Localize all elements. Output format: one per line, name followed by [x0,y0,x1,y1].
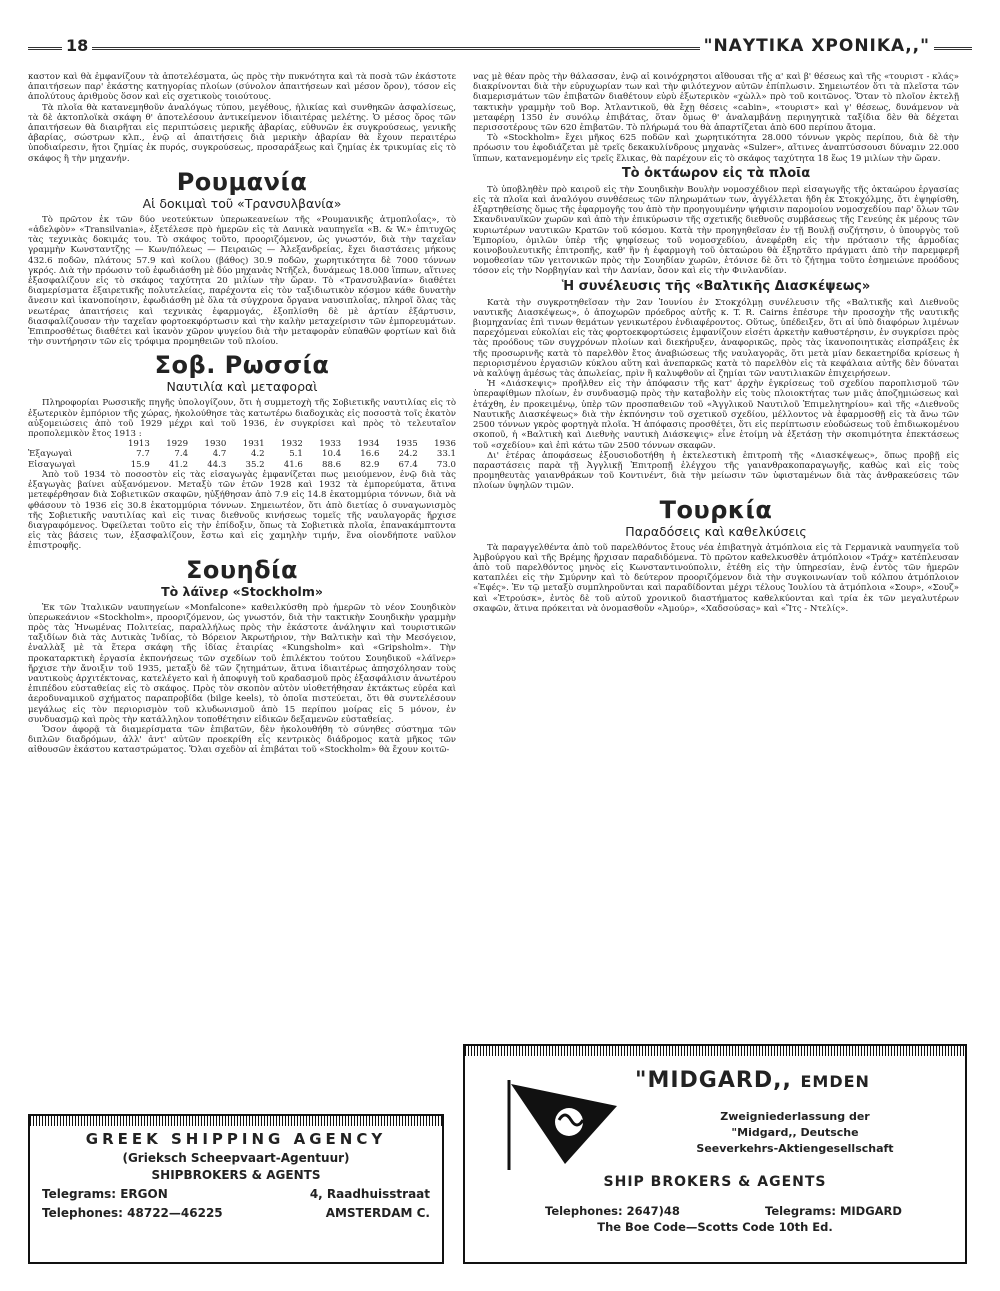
ad-agency-dutch-name: (Grieksch Scheepvaart-Agentuur) [122,1151,350,1165]
trade-table [28,439,456,470]
table-cell: 10.4 [322,449,342,460]
table-cell: 4.7 [212,449,227,460]
paragraph: Ὅσον ἀφορᾷ τὰ διαμερίσματα τῶν ἐπιβατῶν, δὲν ἠκολουθήθη τὸ σύνηθες σύστημα τῶν διπλῶν διαδρόμων, ἀλλ' ἀντ' αὐτῶν προεκρίθη εἷς κεντρικὸς διάδρομος κατὰ μῆκος τῶν αἰθουσῶν ἑκάστου καταστρώματος. Ὅλαι σχεδὸν αἱ ἐπιβάται τοῦ «Stockholm» θὰ ἔχουν κοιτῶ- [28,724,456,756]
ad-telegrams: Telegrams: ERGON [42,1187,168,1201]
ad-midgard-business: SHIP BROKERS & AGENTS [603,1174,827,1190]
table-cell: 33.1 [436,449,456,460]
table-cell: 16.6 [360,449,380,460]
ad-midgard-telegrams: Telegrams: MIDGARD [765,1204,902,1218]
right-column [473,72,959,1036]
table-cell: 44.3 [207,459,227,470]
table-row [28,460,456,470]
table-cell: 15.9 [130,459,150,470]
table-cell: 1913 [127,439,150,450]
section-title-eight-hour: Τὸ ὀκτάωρον εἰς τὰ πλοῖα [621,165,811,181]
section-subtitle-sweden [28,584,456,600]
ad-midgard-code: The Boe Code—Scotts Code 10th Ed. [597,1220,833,1234]
paragraph: Ἀπὸ τοῦ 1934 τὸ ποσοστὸν εἰς τὰς εἰσαγωγὰς ἐμφανίζεται πως μειούμενον, ἐνῷ διὰ τὰς ἐξαγωγὰς βαίνει αὐξανόμενον. Μεταξὺ τῶν ἐτῶν 1928 καὶ 1932 τὰ ἐμπορεύματα, ἅτινα μετεφέρθησαν διὰ Σοβιετικῶν σκαφῶν, ηὐξήθησαν ἀπὸ 7.9 εἰς 14.8 ἑκατομμύρια τόννων, διὰ νὰ φθάσουν τὸ 1936 εἰς 30.8 ἑκατομμύρια τόννων. Σημειωτέον, ὅτι ἀπὸ διετίας ὁ συναγωνισμὸς τῆς Σοβιετικῆς ναυτιλίας καὶ εἰς τινας διεθνοῦς κινήσεως τομεῖς τῆς ναυλαγορᾶς ἤρχισε διαγραφόμενος. Ὀφείλεται τοῦτο εἰς τὴν ἐπίδοξιν, ὅπως τὰ Σοβιετικὰ πλοῖα, ἐπανακάμπτοντα εἰς τὰς βάσεις των, ἐξασφαλίζουν, ἔστω καὶ εἰς χαμηλὴν τιμήν, ἕνα οἱονδήποτε ναῦλον ἐπιστροφῆς. [28,469,456,552]
ad-contact-row [30,1206,442,1220]
ad-border-pattern [30,1116,442,1126]
journal-title: "ΝΑΥΤΙΚΑ ΧΡΟΝΙΚΑ,," [700,36,934,56]
table-cell: 82.9 [360,459,380,470]
paragraph: Πληροφορίαι Ρωσσικῆς πηγῆς ὑπολογίζουν, ὅτι ἡ συμμετοχὴ τῆς Σοβιετικῆς ναυτιλίας εἰς τὸ ἐξωτερικὸν ἐμπόριον τῆς χώρας, ἠκολούθησε τὰς κατωτέρω διαδοχικὰς εἰς ποσοστὰ τοῖς ἑκατὸν αὐξομειώσεις ἀπὸ τοῦ 1929 μέχρι καὶ τοῦ 1936, ἐν συγκρίσει καὶ πρὸς τὸ τελευταῖον προπολεμικὸν ἔτος 1913 : [28,398,456,440]
table-cell: 41.2 [168,459,189,470]
section-title-sweden: Σουηδία [185,555,298,584]
ad-border-pattern [465,1046,965,1056]
page-number: 18 [62,36,92,55]
paragraph: Κατὰ τὴν συγκροτηθεῖσαν τὴν 2αν Ἰουνίου ἐν Στοκχόλμῃ συνέλευσιν τῆς «Βαλτικῆς καὶ Διεθνοῦς ναυτικῆς Διασκέψεως», ὁ ἀποχωρῶν πρόεδρος αὐτῆς κ. T. R. Cairns ἐπέσυρε τὴν προσοχὴν τῆς ναυτικῆς βιομηχανίας ἐπὶ τινων θεμάτων γενικωτέρου ἐνδιαφέροντος. Οὕτως, ὑπέδειξεν, ὅτι αἱ ὑπὸ διαφόρων λιμένων παρεχόμεναι εὐκολίαι εἰς τὰς φορτοεκφορτώσεις ἐμφανίζουν εἰσέτι ἀρκετὴν καθυστέρησιν, ἐν συγκρίσει πρὸς τὰς προόδους τῶν συγχρόνων πλοίων καὶ διεκήρυξεν, ἀναφορικῶς, πρὸς τὰς ἱκανοποιητικὰς εἰσπράξεις ἐκ τῆς προσωρινῆς κατὰ τὸ παρελθὸν ἔτος ἀναβιώσεως τῆς ναυλαγορᾶς, ὅτι μετὰ μίαν δεκαετηρίδα κρίσεως ἡ περιορισμένου ἐργασιῶν κύκλου αὕτη καὶ ἀνεπαρκῶς κατὰ τὸ παρελθὸν εἰς τὰ κεφάλαια αὐτῆς δὲν δύναται νὰ καλύψῃ ἁμέσως τὰς ἀπωλείας, πρὶν ἢ καλυφθοῦν αἱ ζημίαι τῶν ναυτιλιακῶν ἐπιχειρήσεων. [473,297,959,380]
table-cell: 88.6 [322,459,342,470]
table-cell: 1931 [242,439,265,450]
table-cell: 1935 [395,439,418,450]
paragraph: καστον καὶ θὰ ἐμφανίζουν τὰ ἀποτελέσματα, ὡς πρὸς τὴν πυκνότητα καὶ τὰ ποσὰ τῶν ἑκάστοτε ἀπαιτήσεων παρ' ἑκάστης κατηγορίας πλοίων (σύνολον ἀπαιτήσεων καὶ μέσον ὅρον), τόσον εἰς ἀπολύτους ἀριθμοὺς ὅσον καὶ εἰς σχετικοὺς τοιούτους. [28,72,456,103]
table-cell: 1933 [319,439,342,450]
paragraph: Τὰ παραγγελθέντα ἀπὸ τοῦ παρελθόντος ἔτους νέα ἐπιβατηγὰ ἀτμόπλοια εἰς τὰ Γερμανικὰ ναυπηγεῖα τοῦ Ἀμβούργου καὶ τῆς Βρέμης ἤρχισαν παραδιδόμενα. Τὸ πρῶτον καθελκυσθὲν ἀτμόπλοιον «Τράχ» κατέπλευσαν ἀπὸ τοῦ παρελθόντος μηνὸς εἰς Κωνσταντινούπολιν, ἐτέθη εἰς τὴν ὑπηρεσίαν, ἐνῷ ἐντὸς τῶν ἡμερῶν καταπλέει εἰς τὴν Σμύρνην καὶ τὸ δεύτερον προοριζόμενον διὰ τὴν συγκοινωνίαν τοῦ κόλπου ἀτμόπλοιον «Ἐφές». Ἐν τῷ μεταξὺ συμπληροῦνται καὶ παραδίδονται μέχρι τέλους Ἰουλίου τὰ ἀτμόπλοια «Σουρ», «Σουζ» καὶ «Ἐτρούσκ», ἐντὸς δὲ τοῦ αὐτοῦ χρονικοῦ διαστήματος καθελκύονται καὶ τρία ἐκ τῶν μεγαλυτέρων σκαφῶν, ἅτινα πρόκειται νὰ ὀνομασθοῦν «Ἀμούρ», «Χαδσούσας» καὶ «Ἴτς - Ντελίς». [473,542,959,614]
ad-midgard-telephones: Telephones: 2647)48 [545,1204,680,1218]
ad-midgard-line2: "Midgard,, Deutsche [731,1126,859,1139]
table-cell: 5.1 [289,449,303,460]
paragraph: Δι' ἑτέρας ἀποφάσεως ἐξουσιοδοτήθη ἡ ἐκτελεστικὴ ἐπιτροπὴ τῆς «Διασκέψεως», ὅπως προβῇ εἰς παραστάσεις παρὰ τῇ Ἀγγλικῇ Ἐπιτροπῇ ἐλέγχου τῆς γαιανθρακοπαραγωγῆς, καθὼς καὶ εἰς τοὺς προμηθευτὰς γαιανθράκων τοῦ Κοντινέντ, διὰ τὴν μείωσιν τῶν ὑφισταμένων διὰ τὰς ἀνθρακεύσεις τῶν πλοίων ὑψηλῶν τιμῶν. [473,450,959,492]
table-cell: 1932 [281,439,303,450]
table-cell: 1936 [434,439,456,450]
paragraph: Τὸ ὑποβληθὲν πρὸ καιροῦ εἰς τὴν Σουηδικὴν Βουλὴν νομοσχέδιον περὶ εἰσαγωγῆς τῆς ὀκταώρου ἐργασίας εἰς τὰ πλοῖα καὶ ἀναλόγου συνθέσεως τῶν πληρωμάτων των, ἀγγέλλεται ἤδη ἐκ Στοκχόλμης, ὅτι ἐψηφίσθη, ἐξαρτηθείσης ὅμως τῆς ἐφαρμογῆς του ἀπὸ τὴν προηγουμένην ψήφισιν παρομοίου νομοσχεδίου παρ' ὅλων τῶν Σκανδιναυϊκῶν χωρῶν καὶ ἀπὸ τὴν ἐπικύρωσιν τῆς σχετικῆς διεθνοῦς συμβάσεως τῆς Γενεύης ἐκ μέρους τῶν κυριωτέρων ναυτικῶν Κρατῶν τοῦ κόσμου. Κατὰ τὴν προηγηθεῖσαν ἐν τῇ Βουλῇ συζήτησιν, ὁ ὑπουργὸς τοῦ Ἐμπορίου, ὁμιλῶν ὑπὲρ τῆς ψηφίσεως τοῦ νομοσχεδίου, ἀνεφέρθη εἰς τὴν πρότασιν τῆς ἁρμοδίας κοινοβουλευτικῆς ἐπιτροπῆς, καθ' ἣν ἡ ἐφαρμογὴ τοῦ ὀκταώρου θὰ ἐξηρτᾶτο πράγματι ἀπὸ τὴν παρεμφερῆ νομοθεσίαν τῶν γειτονικῶν πρὸς τὴν Σουηδίαν χωρῶν, ἐτόνισε δὲ ὅτι τὸ ζήτημα τοῦτο ἐσημειώνε προόδους τόσον εἰς τὴν Νορβηγίαν καὶ τὴν Δανίαν, ὅσον καὶ εἰς τὴν Φινλανδίαν. [473,184,959,277]
ad-midgard-city: EMDEN [800,1072,870,1091]
ad-agency-business: SHIPBROKERS & AGENTS [151,1168,321,1182]
table-cell: 35.2 [245,459,265,470]
ad-midgard-line1: Zweigniederlassung der [720,1110,870,1123]
section-title-baltic: Ἡ συνέλευσις τῆς «Βαλτικῆς Διασκέψεως» [561,278,871,294]
ad-greek-shipping-agency [28,1114,444,1264]
ad-midgard-title [635,1068,870,1093]
page-header [28,36,972,60]
paragraph: Ἐκ τῶν Ἰταλικῶν ναυπηγείων «Monfalcone» καθειλκύσθη πρὸ ἡμερῶν τὸ νέον Σουηδικὸν ὑπερωκεάνιον «Stockholm», προοριζόμενον, ὡς γνωστόν, διὰ τὴν τακτικὴν Σουηδικὴν γραμμὴν πρὸς τὰς Ἡνωμένας Πολιτείας, παραλλήλως πρὸς τὴν ἑκάστοτε ἀνάληψιν καὶ τουριστικῶν ταξιδίων διὰ τὰς Δυτικὰς Ἰνδίας, τὸ Βόρειον Ἀκρωτήριον, τὴν Βαλτικὴν καὶ τὴν Μεσόγειον, ἐναλλὰξ μὲ τὰ ἕτερα σκάφη τῆς ἰδίας ἑταιρίας «Kungsholm» καὶ «Gripsholm». Τὴν προκαταρκτικὴ ἐργασία ἐκπονήσεως τῶν σχεδίων τοῦ ἐπιλέκτου τούτου Σουηδικοῦ «λάϊνερ» ἤρχισε τὴν ἄνοιξιν τοῦ 1935, μεταξὺ δὲ τῶν ζητημάτων, ἅτινα ἰδιαιτέρως ἀπησχόλησαν τοὺς ναυτικοὺς ἀρχιτέκτονας, κατελέγετο καὶ ἡ ἀποφυγὴ τοῦ κραδασμοῦ πρὸς ἐξασφάλισιν ἀνωτέρου ἐπιπέδου εὐσταθείας εἰς τὸ σκάφος. Πρὸς τὸν σκοπὸν αὐτὸν υἱοθετήθησαν ἐκτάκτως εὐρέα καὶ ἀεροδυναμικοῦ σχήματος παραπροβίδα (bilge keels), τὸ ὁποῖα πιστεύεται, ὅτι θὰ συντελέσουν μεγάλως εἰς τὸν περιορισμὸν τοῦ κλυδωνισμοῦ ἀπὸ 15 περίπου μοίρας εἰς 5 μόνον, ἐν συνδυασμῷ καὶ πρὸς τὴν κατάλληλον τοποθέτησιν εἰδικῶν δεξαμενῶν εὐσταθείας. [28,602,456,725]
section-subtitle-turkey: Παραδόσεις καὶ καθελκύσεις [625,523,807,539]
flag-logo-icon [505,1076,625,1172]
ad-midgard-line3: Seeverkehrs-Aktiengesellschaft [696,1142,894,1155]
table-row-label: Εἰσαγωγαὶ [28,459,76,470]
paragraph: Τὸ πρῶτον ἐκ τῶν δύο νεοτεύκτων ὑπερωκεανείων τῆς «Ρουμανικῆς ἀτμοπλοΐας», τὸ «ἀδελφὸν» «Transilvania», ἐξετέλεσε πρὸ ἡμερῶν εἰς τὰ Δανικὰ ναυπηγεῖα «B. & W.» ἐπιτυχῶς τὰς τεχνικὰς δοκιμάς του. Τὸ σκάφος τοῦτο, προοριζόμενον, ὡς γνωστόν, διὰ τὴν ταχεῖαν γραμμὴν Κωνσταντζης — Κων/πόλεως — Πειραιῶς — Ἀλεξανδρείας, ἔχει διαστάσεις μήκους 432.6 ποδῶν, πλάτους 57.9 καὶ κοίλου (βάθος) 30.9 ποδῶν, χωρητικότητα δὲ 7000 τόννων γκρός. Διὰ τὴν πρόωσιν τοῦ ἐφωδιάσθη μὲ δύο μηχανὰς Ντῆζελ, δυνάμεως 18.000 ἵππων, αἵτινες ἐξασφαλίζουν εἰς τὸ σκάφος ταχύτητα 20 μιλίων τὴν ὥραν. Τὸ «Τρανσυλβανία» διαθέτει διαμερίσματα ἐξαιρετικῆς πολυτελείας, παρέχοντα εἰς τὸν ταξιδιωτικὸν κόσμον κάθε δυνατὴν ἄνεσιν καὶ ἱκανοποίησιν, ἐφωδιάσθη μὲ ὅλα τὰ σύγχρονα ὄργανα ναυσιπλοΐας, πληροῖ ὅλας τὰς νεωτέρας ἀπαιτήσεις καὶ τεχνικὰς ἐφαρμογάς, ἐξοπλίσθη δὲ μὲ ἀρτίαν ἐξάρτυσιν, διασφαλίζουσαν τὴν ταχεῖαν φορτοεκφόρτωσιν καὶ τὴν καλὴν μεταχείρισιν τῶν ἐμπορευμάτων. Ἐπιπροσθέτως διαθέτει καὶ ἱκανὸν χῶρον ψυγείου διὰ τὴν μεταφορὰν εὐπαθῶν φορτίων καὶ διὰ τὴν συντήρησιν τῶν εἰς τρόφιμα προμηθειῶν τοῦ πλοίου. [28,214,456,348]
section-subtitle-soviet: Ναυτιλία καὶ μεταφοραὶ [166,379,318,395]
ad-contact-row [30,1187,442,1201]
table-cell: 73.0 [436,459,456,470]
paragraph: Τὰ πλοῖα θὰ κατανεμηθοῦν ἀναλόγως τύπου, μεγέθους, ἡλικίας καὶ συνθηκῶν ἀσφαλίσεως, τὰ δὲ ἀκτοπλοϊκὰ σκάφη θ' ἀποτελέσουν ἀντικείμενον ἰδιαιτέρας μελέτης. Ὁ μέσος ὅρος τῶν ἀπαιτήσεων θὰ διαιρῆται εἰς περιπτώσεις μερικῆς ἀβαρίας, εὐθυνῶν ἐκ συγκρούσεως, γενικῆς ἀβαρίας, σώστρων κλπ., ἐνῷ αἱ ἀπαιτήσεις διὰ μερικὴν ἀβαρίαν θὰ ἔχουν περαιτέρω ὑποδιαίρεσιν, ἤτοι ζημίας ἐκ πυρός, συγκρούσεως, προσαράξεως καὶ ζημίας ἐκ τρικυμίας εἰς τὸ σκάφος ἢ τὴν μηχανήν. [28,102,456,164]
table-cell: 41.6 [283,459,303,470]
table-cell: 24.2 [398,449,418,460]
paragraph: νας μὲ θέαν πρὸς τὴν θάλασσαν, ἐνῷ αἱ κοινόχρηστοι αἴθουσαι τῆς α' καὶ β' θέσεως καὶ τῆς «τουριστ - κλάς» διακρίνονται διὰ τὴν εὐρυχωρίαν των καὶ τὴν φιλότεχνον αὐτῶν ἐπίπλωσιν. Σημειωτέον ὅτι τὰ πλεῖστα τῶν διαμερισμάτων τῶν ἐπιβατῶν διαθέτουν εὐρὺ ἐξωτερικὸν «χὼλλ» πρὸ τοῦ κοιτῶνος. Ὅταν τὸ πλοῖον ἐκτελῇ τακτικὴν γραμμὴν τοῦ Βορ. Ἀτλαντικοῦ, θὰ ἔχῃ θέσεις «cabin», «τουριστ» καὶ γ' θέσεως, δυνάμενον νὰ μεταφέρῃ 1350 ἐν συνόλῳ ἐπιβάτας, ὅταν ὅμως θ' ἀναλαμβάνῃ περιηγητικὰ ταξίδια δὲν θὰ δέχεται περισσοτέρους τῶν 620 ἐπιβατῶν. Τὸ πλήρωμά του θὰ ἀπαρτίζεται ἀπὸ 600 περίπου ἄτομα. [473,72,959,134]
ad-midgard [463,1044,967,1264]
section-title-romania: Ρουμανία [176,167,308,196]
table-cell: 1929 [166,439,189,450]
table-header-row [28,439,456,449]
ad-agency-name: GREEK SHIPPING AGENCY [85,1130,387,1148]
table-cell [28,439,112,449]
table-cell: 4.2 [250,449,265,460]
table-cell: 1930 [204,439,227,450]
ad-midgard-name: "MIDGARD,, [635,1068,792,1093]
table-row [28,449,456,459]
table-cell: 1934 [357,439,380,450]
ad-telephones: Telephones: 48722—46225 [42,1206,223,1220]
section-subtitle-romania: Αἱ δοκιμαὶ τοῦ «Τρανσυλβανία» [142,195,342,211]
left-column [28,72,456,1108]
table-cell: 67.4 [398,459,418,470]
paragraph: Τὸ «Stockholm» ἔχει μῆκος 625 ποδῶν καὶ χωρητικότητα 28.000 τόννων γκρὸς περίπου, διὰ δὲ τὴν πρόωσιν του ἐφοδιάζεται μὲ τρεῖς δεκακυλίνδρους μηχανὰς «Sulzer», αἵτινες ἀναπτύσσουσι δύναμιν 22.000 ἵππων, κατανεμομένην εἰς τρεῖς ἕλικας, θὰ παρέχουν εἰς τὸ σκάφος ταχύτητα 18 ἕως 19 μιλίων τὴν ὥραν. [473,133,959,164]
paragraph: Ἡ «Διάσκεψις» προῆλθεν εἰς τὴν ἀπόφασιν τῆς κατ' ἀρχὴν ἐγκρίσεως τοῦ σχεδίου παροπλισμοῦ τῶν ὑπεραφίθμων πλοίων, ἐν συνδυασμῷ πρὸς τὴν καταβολὴν εἰς τοὺς πλοιοκτήτας των μιᾶς ἀποζημιώσεως καὶ ἐτάχθη, ἐν προκειμένῳ, ὑπὲρ τῶν προσπαθειῶν τοῦ «Ἀγγλικοῦ Ναυτιλοῦ Ἐπιμελητηρίου» καὶ τῆς «Διεθνοῦς Ναυτικῆς Διασκέψεως» διὰ τὴν ἐκπόνησιν τοῦ σχετικοῦ σχεδίου, μέλλοντος νὰ ἐφαρμοσθῇ εἰς τὰ ἄνω τῶν 2500 τόννων γκρὸς φορτηγὰ πλοῖα. Ἡ ἀπόφασις προσθέτει, ὅτι εἰς περίπτωσιν εὐοδώσεως τοῦ ἐπιδιωκομένου σκοποῦ, ἡ «Βαλτικὴ καὶ Διεθνὴς ναυτικὴ Διάσκεψις» εἶνε ἑτοίμη νὰ ἐξετάσῃ τὴν σκοπιμότητα ἐπεκτάσεως τοῦ «σχεδίου» καὶ ἐπὶ κάτω τῶν 2500 τόννων σκαφῶν. [473,379,959,451]
ad-city: AMSTERDAM C. [325,1206,430,1220]
table-row-label: Ἐξαγωγαὶ [28,449,73,460]
ad-address: 4, Raadhuisstraat [309,1187,430,1201]
table-cell: 7.7 [136,449,150,460]
section-title-turkey: Τουρκία [659,495,773,524]
subtitle-text: Τὸ λάϊνερ «Stockholm» [161,583,323,599]
section-title-soviet: Σοβ. Ρωσσία [154,351,330,380]
table-cell: 7.4 [174,449,189,460]
